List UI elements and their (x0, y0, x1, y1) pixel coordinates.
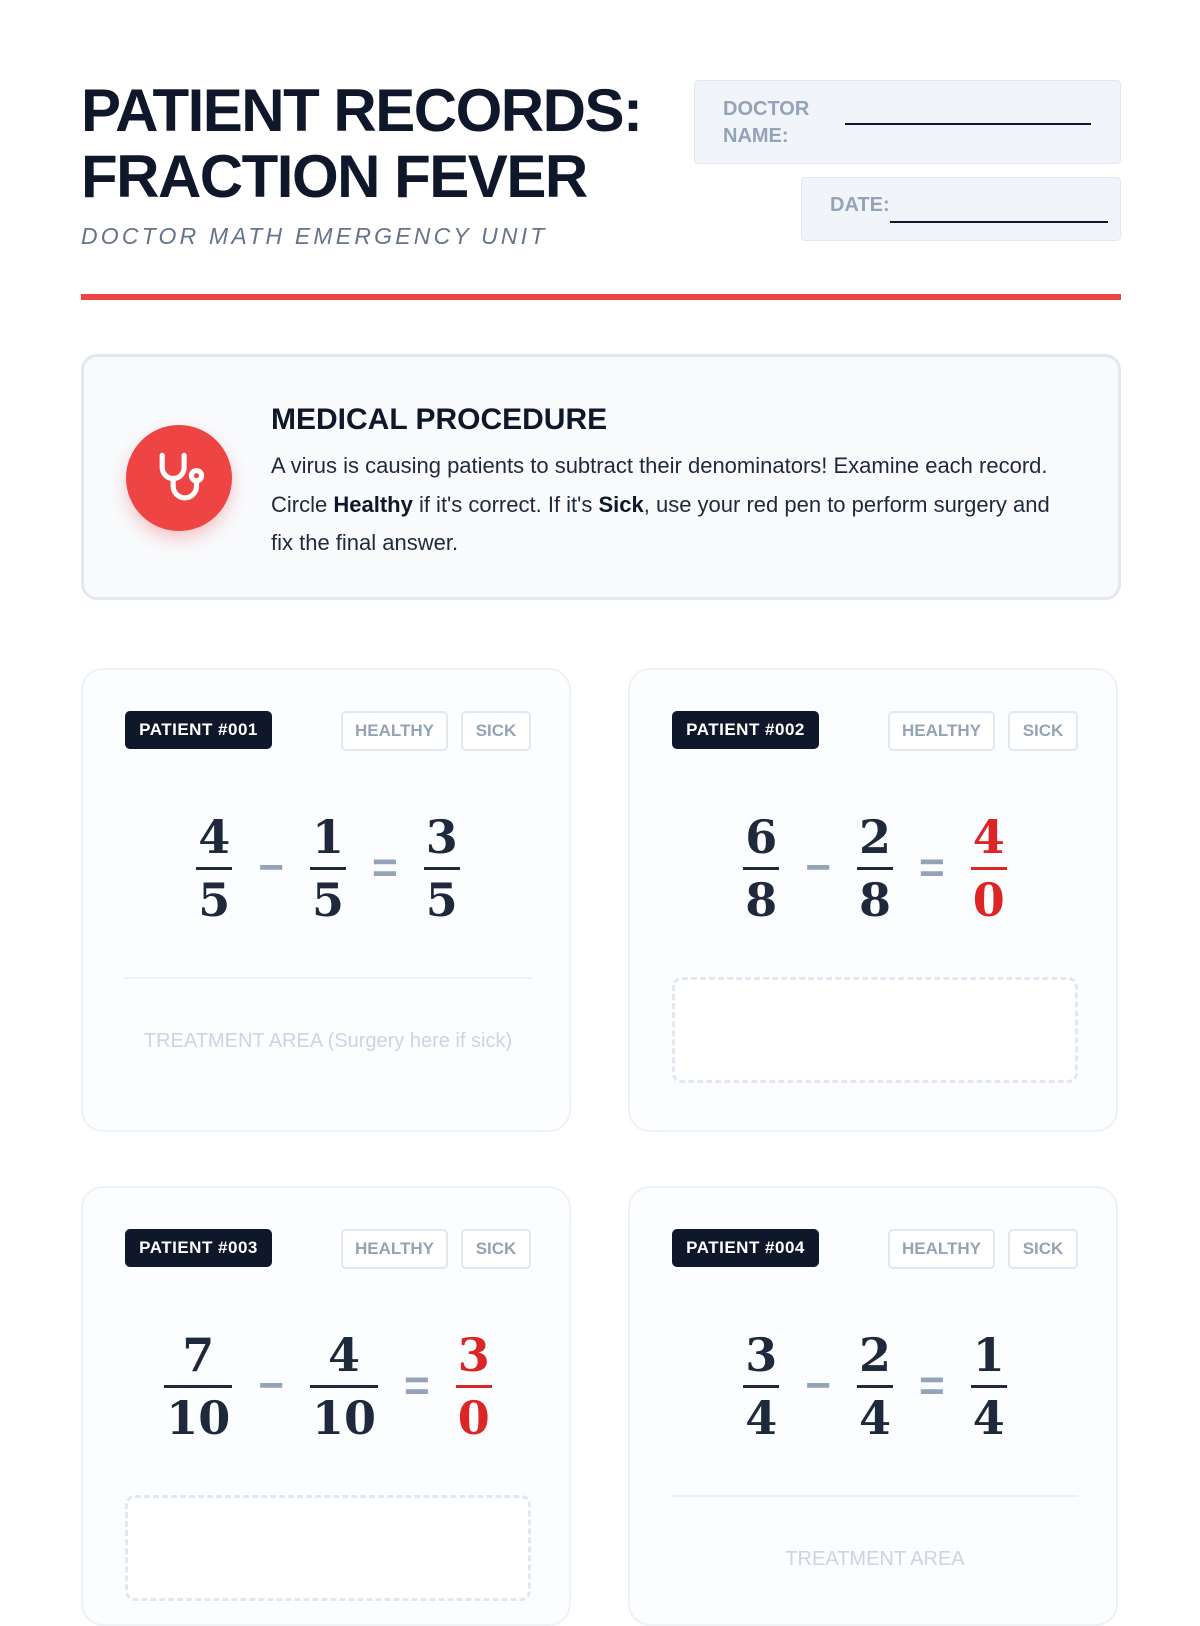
procedure-text-3: , use your red pen to perform surgery and fix the final answer. (271, 491, 1050, 555)
first-fraction (743, 810, 779, 927)
numerator: 3 (425, 809, 458, 864)
minus-sign: − (258, 843, 284, 892)
numerator: 1 (311, 809, 344, 864)
fraction-bar (424, 867, 460, 870)
denominator: 10 (311, 1390, 376, 1445)
fraction-equation (125, 808, 531, 928)
doctor-name-label-line-1: DOCTOR (723, 98, 810, 120)
procedure-box (81, 354, 1121, 600)
second-fraction (310, 1328, 378, 1445)
denominator: 4 (972, 1390, 1005, 1445)
doctor-name-label (723, 96, 833, 150)
result-fraction (971, 1328, 1007, 1445)
procedure-sick-word: Sick (598, 491, 644, 517)
procedure-healthy-word: Healthy (333, 491, 413, 517)
procedure-text-1: A virus is causing patients to subtract their denominators! Examine each record. Circle (271, 453, 1048, 517)
numerator: 4 (327, 1327, 360, 1382)
fraction-bar (971, 1385, 1007, 1388)
treatment-divider (672, 1495, 1078, 1497)
procedure-title: MEDICAL PROCEDURE (271, 403, 608, 436)
date-write-line[interactable] (890, 221, 1108, 223)
sick-option[interactable]: SICK (461, 711, 531, 751)
fraction-bar (164, 1385, 232, 1388)
first-fraction (743, 1328, 779, 1445)
fraction-bar (196, 867, 232, 870)
numerator: 2 (858, 809, 891, 864)
header-divider (81, 294, 1121, 300)
equals-sign: = (372, 843, 398, 892)
denominator: 5 (425, 872, 458, 927)
result-fraction (971, 810, 1007, 927)
numerator: 3 (457, 1327, 490, 1382)
doctor-name-field[interactable] (694, 80, 1121, 164)
result-fraction (424, 810, 460, 927)
treatment-area[interactable] (672, 977, 1078, 1083)
doctor-name-write-line[interactable] (845, 123, 1091, 125)
equals-sign: = (919, 1361, 945, 1410)
patient-card-004 (628, 1186, 1118, 1626)
result-fraction (456, 1328, 492, 1445)
treatment-area[interactable] (125, 1495, 531, 1601)
minus-sign: − (805, 1361, 831, 1410)
title-line-2: FRACTION FEVER (81, 143, 587, 210)
numerator: 2 (858, 1327, 891, 1382)
page-title (81, 78, 641, 210)
second-fraction (310, 810, 346, 927)
denominator: 8 (858, 872, 891, 927)
equals-sign: = (919, 843, 945, 892)
sick-option[interactable]: SICK (1008, 711, 1078, 751)
procedure-instructions (271, 447, 1071, 563)
minus-sign: − (258, 1361, 284, 1410)
fraction-bar (743, 867, 779, 870)
doctor-name-label-line-2: NAME: (723, 125, 789, 147)
treatment-area-label: TREATMENT AREA (Surgery here if sick) (143, 1030, 513, 1052)
patient-id-badge: PATIENT #002 (672, 711, 819, 749)
date-label: DATE: (830, 194, 890, 216)
treatment-area-label: TREATMENT AREA (785, 1548, 965, 1570)
second-fraction (857, 1328, 893, 1445)
procedure-text-2: if it's correct. If it's (412, 491, 599, 517)
second-fraction (857, 810, 893, 927)
stethoscope-icon (126, 425, 232, 531)
fraction-bar (971, 867, 1007, 870)
equals-sign: = (404, 1361, 430, 1410)
numerator: 7 (182, 1327, 215, 1382)
healthy-option[interactable]: HEALTHY (341, 1229, 448, 1269)
denominator: 4 (858, 1390, 891, 1445)
fraction-equation (672, 808, 1078, 928)
patient-id-badge: PATIENT #003 (125, 1229, 272, 1267)
fraction-bar (310, 867, 346, 870)
worksheet-page (81, 0, 1121, 1600)
fraction-bar (456, 1385, 492, 1388)
patient-id-badge: PATIENT #004 (672, 1229, 819, 1267)
numerator: 4 (198, 809, 231, 864)
denominator: 0 (457, 1390, 490, 1445)
denominator: 0 (972, 872, 1005, 927)
patient-card-001 (81, 668, 571, 1132)
denominator: 5 (311, 872, 344, 927)
first-fraction (196, 810, 232, 927)
denominator: 4 (745, 1390, 778, 1445)
minus-sign: − (805, 843, 831, 892)
date-field[interactable] (801, 177, 1121, 241)
title-line-1: PATIENT RECORDS: (81, 77, 642, 144)
fraction-bar (857, 867, 893, 870)
fraction-bar (310, 1385, 378, 1388)
sick-option[interactable]: SICK (461, 1229, 531, 1269)
patient-card-003 (81, 1186, 571, 1626)
treatment-divider (125, 977, 531, 979)
patient-id-badge: PATIENT #001 (125, 711, 272, 749)
patient-card-002 (628, 668, 1118, 1132)
numerator: 3 (745, 1327, 778, 1382)
fraction-equation (125, 1326, 531, 1446)
fraction-equation (672, 1326, 1078, 1446)
numerator: 4 (972, 809, 1005, 864)
denominator: 8 (745, 872, 778, 927)
first-fraction (164, 1328, 232, 1445)
page-subtitle: DOCTOR MATH EMERGENCY UNIT (81, 223, 548, 249)
denominator: 5 (198, 872, 231, 927)
numerator: 6 (745, 809, 778, 864)
denominator: 10 (166, 1390, 231, 1445)
fraction-bar (743, 1385, 779, 1388)
fraction-bar (857, 1385, 893, 1388)
healthy-option[interactable]: HEALTHY (888, 1229, 995, 1269)
numerator: 1 (972, 1327, 1005, 1382)
sick-option[interactable]: SICK (1008, 1229, 1078, 1269)
healthy-option[interactable]: HEALTHY (888, 711, 995, 751)
healthy-option[interactable]: HEALTHY (341, 711, 448, 751)
